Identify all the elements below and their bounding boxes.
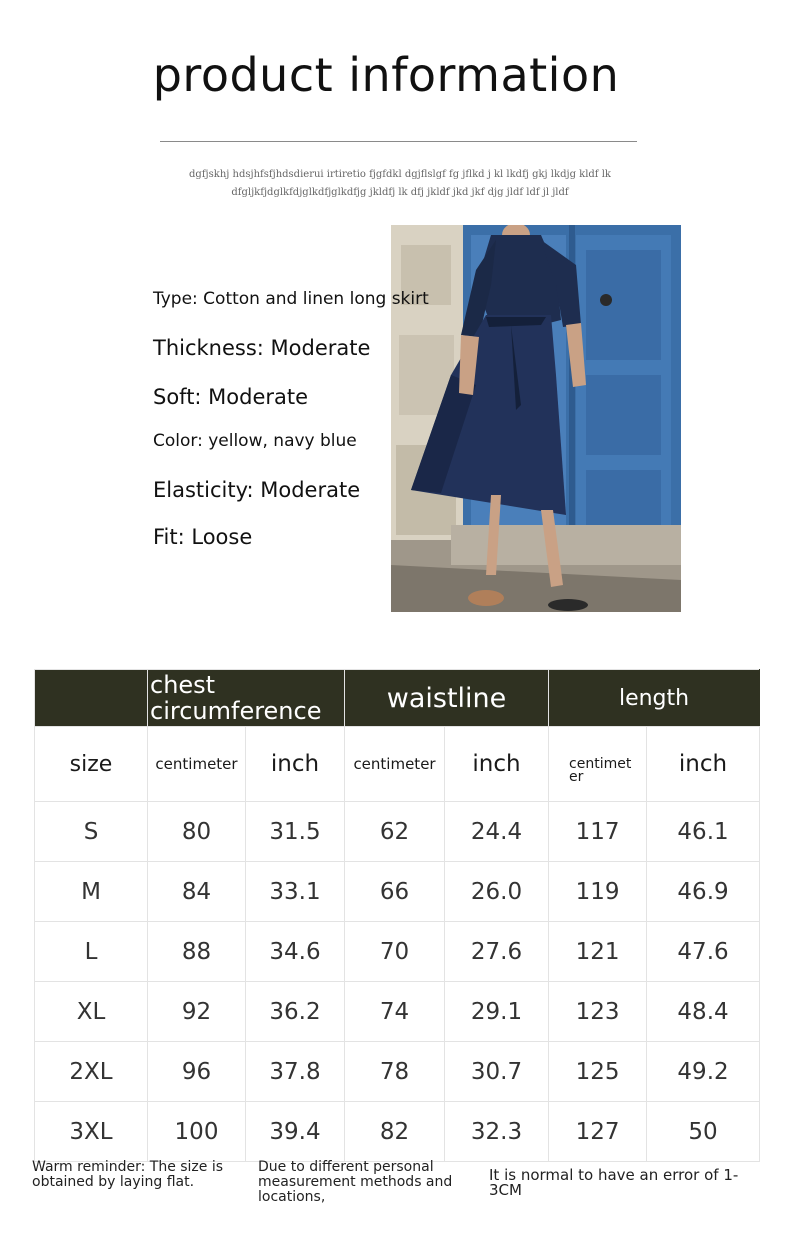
cell-size: 3XL xyxy=(35,1102,148,1162)
cell-length-inch: 47.6 xyxy=(647,922,760,982)
header-waistline: waistline xyxy=(345,670,549,727)
unit-waist-cm: centimeter xyxy=(345,727,445,802)
cell-chest-cm: 96 xyxy=(148,1042,246,1102)
unit-chest-inch: inch xyxy=(246,727,345,802)
note-warm-reminder: Warm reminder: The size is obtained by laying flat. xyxy=(32,1159,224,1190)
attribute-thickness: Thickness: Moderate xyxy=(153,336,371,360)
table-row xyxy=(35,1102,760,1162)
attribute-fit: Fit: Loose xyxy=(153,525,253,549)
cell-waist-cm: 62 xyxy=(345,802,445,862)
size-chart-units-row xyxy=(35,727,760,802)
cell-chest-cm: 84 xyxy=(148,862,246,922)
unit-length-cm: centimet er xyxy=(549,727,647,802)
cell-chest-inch: 34.6 xyxy=(246,922,345,982)
table-row xyxy=(35,862,760,922)
cell-chest-inch: 37.8 xyxy=(246,1042,345,1102)
product-photo xyxy=(391,225,681,612)
table-row xyxy=(35,1042,760,1102)
unit-length-inch: inch xyxy=(647,727,760,802)
cell-chest-cm: 80 xyxy=(148,802,246,862)
size-chart-table xyxy=(34,669,760,1162)
cell-chest-inch: 36.2 xyxy=(246,982,345,1042)
cell-length-inch: 50 xyxy=(647,1102,760,1162)
table-row xyxy=(35,982,760,1042)
note-measurement-method: Due to different personal measurement methods and locations, xyxy=(258,1159,453,1205)
table-row xyxy=(35,922,760,982)
size-label: size xyxy=(35,727,148,802)
attribute-elasticity: Elasticity: Moderate xyxy=(153,478,361,502)
cell-length-inch: 49.2 xyxy=(647,1042,760,1102)
cell-chest-cm: 92 xyxy=(148,982,246,1042)
note-error-margin: It is normal to have an error of 1-3CM xyxy=(489,1166,739,1199)
cell-waist-cm: 78 xyxy=(345,1042,445,1102)
cell-length-cm: 121 xyxy=(549,922,647,982)
cell-chest-inch: 33.1 xyxy=(246,862,345,922)
cell-chest-inch: 39.4 xyxy=(246,1102,345,1162)
cell-size: L xyxy=(35,922,148,982)
size-chart-body xyxy=(35,802,760,1162)
cell-waist-cm: 70 xyxy=(345,922,445,982)
page-title: product information xyxy=(152,48,620,102)
product-photo-illustration xyxy=(391,225,681,612)
header-length: length xyxy=(549,670,760,727)
cell-size: XL xyxy=(35,982,148,1042)
cell-waist-inch: 24.4 xyxy=(445,802,549,862)
cell-chest-inch: 31.5 xyxy=(246,802,345,862)
cell-chest-cm: 88 xyxy=(148,922,246,982)
filler-text xyxy=(180,166,620,202)
cell-waist-inch: 32.3 xyxy=(445,1102,549,1162)
cell-length-cm: 117 xyxy=(549,802,647,862)
cell-length-inch: 46.1 xyxy=(647,802,760,862)
header-blank-cell xyxy=(35,670,148,727)
attribute-type: Type: Cotton and linen long skirt xyxy=(153,289,429,309)
attribute-color: Color: yellow, navy blue xyxy=(153,431,357,451)
cell-waist-inch: 27.6 xyxy=(445,922,549,982)
cell-size: M xyxy=(35,862,148,922)
cell-size: S xyxy=(35,802,148,862)
cell-waist-cm: 82 xyxy=(345,1102,445,1162)
cell-length-cm: 119 xyxy=(549,862,647,922)
unit-waist-inch: inch xyxy=(445,727,549,802)
cell-waist-cm: 66 xyxy=(345,862,445,922)
size-chart-header-row xyxy=(35,670,760,727)
cell-size: 2XL xyxy=(35,1042,148,1102)
title-divider xyxy=(160,141,637,142)
cell-length-inch: 46.9 xyxy=(647,862,760,922)
cell-chest-cm: 100 xyxy=(148,1102,246,1162)
filler-line-2: dfgljkfjdglkfdjglkdfjglkdfjg jkldfj lk dfj jkldf jkd jkf djg jldf ldf jl jldf xyxy=(231,187,569,198)
unit-chest-cm: centimeter xyxy=(148,727,246,802)
cell-waist-inch: 29.1 xyxy=(445,982,549,1042)
cell-length-inch: 48.4 xyxy=(647,982,760,1042)
filler-line-1: dgfjskhj hdsjhfsfjhdsdierui irtiretio fjgfdkl dgjflslgf fg jflkd j kl lkdfj gkj lkdjg kldf lk xyxy=(189,169,611,180)
header-chest: chest circumference xyxy=(148,670,345,727)
table-row xyxy=(35,802,760,862)
cell-waist-inch: 30.7 xyxy=(445,1042,549,1102)
attribute-softness: Soft: Moderate xyxy=(153,385,309,409)
cell-waist-inch: 26.0 xyxy=(445,862,549,922)
cell-length-cm: 127 xyxy=(549,1102,647,1162)
cell-waist-cm: 74 xyxy=(345,982,445,1042)
cell-length-cm: 125 xyxy=(549,1042,647,1102)
cell-length-cm: 123 xyxy=(549,982,647,1042)
